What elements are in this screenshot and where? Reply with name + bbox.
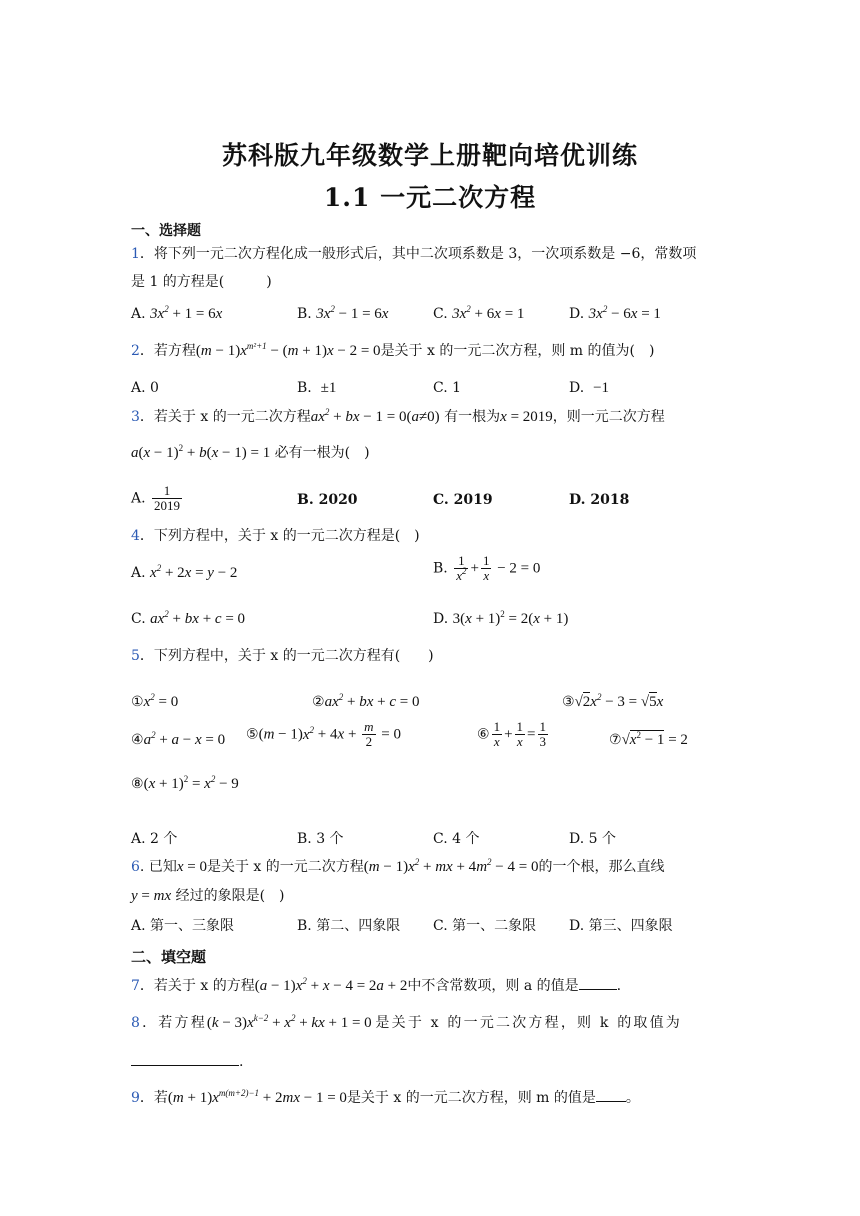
equation-item-7: $⑦√x^2 - 1 = 2$ <box>609 730 688 748</box>
option-c: C. $3x^2 + 6x = 1$ <box>433 304 525 322</box>
option-a: A. $3x^2 + 1 = 6x$ <box>131 304 223 322</box>
answer-blank[interactable] <box>131 1051 239 1066</box>
option-b: B. 第二、四象限 <box>297 918 401 934</box>
question-number: 4 <box>131 528 140 544</box>
page-title: 苏科版九年级数学上册靶向培优训练 <box>221 141 638 170</box>
question-number: 5 <box>131 648 140 664</box>
option-b: B. 2020 <box>297 492 358 508</box>
question-5: 5．下列方程中，关于 x 的一元二次方程有( ) <box>131 648 434 664</box>
question-number: 1 <box>131 246 140 262</box>
question-number: 3 <box>131 409 140 425</box>
option-d: D. −1 <box>569 380 610 396</box>
question-6: 6. 已知x = 0是关于 x 的一元二次方程$(m - 1)x^2$ + mx + $4m^2 - 4 = 0$的一个根，那么直线 <box>131 857 665 875</box>
section-choice-heading: 一、选择题 <box>131 223 201 239</box>
question-number: 8 <box>131 1015 143 1031</box>
question-4: 4．下列方程中，关于 x 的一元二次方程是( ) <box>131 528 420 544</box>
question-1 <box>131 244 696 264</box>
option-b: B. ±1 <box>297 380 337 396</box>
option-a: A. $\frac{1}{2019}$ <box>131 483 181 513</box>
equation-item-1: $①x^2 = 0$ <box>131 692 179 710</box>
option-c: C. 2019 <box>433 492 493 508</box>
option-c: C. 4 个 <box>433 831 480 847</box>
equation-item-4: $④a^2 + a - x = 0$ <box>131 730 226 748</box>
question-7: 7．若关于 x 的方程$(a - 1)x^2 + x - 4 = 2a + 2$中不含常数项，则 a 的值是 . <box>131 976 622 994</box>
equation-item-6: ⑥ $\frac{1}{x}$ + $\frac{1}{x}$ = $\frac{1}{3}$ <box>477 719 546 749</box>
option-d: D. 2018 <box>569 492 630 508</box>
question-1-cont: 是 1 的方程是( ) <box>131 274 272 290</box>
option-a: A. $x^2 + 2x = y - 2$ <box>131 563 238 581</box>
section-fill-heading: 二、填空题 <box>131 948 207 966</box>
option-d: D. $3(x + 1)^2 = 2(x + 1)$ <box>433 609 569 627</box>
answer-blank[interactable] <box>579 975 617 990</box>
answer-blank[interactable] <box>596 1087 626 1102</box>
page-subtitle: 1.1 一元二次方程 <box>323 183 537 212</box>
question-3: 3．若关于 x 的一元二次方程$ax^2$ + bx − 1 = 0(a≠0) 有一根为x = 2019，则一元二次方程 <box>131 407 665 425</box>
option-b: B. $3x^2 - 1 = 6x$ <box>297 304 389 322</box>
equation-item-2: $②ax^2$ + bx + c = 0 <box>312 692 420 710</box>
option-d: D. 第三、四象限 <box>569 918 673 934</box>
option-d: D. $3x^2 - 6x = 1$ <box>569 304 661 322</box>
option-a: A. 第一、三象限 <box>131 918 235 934</box>
option-c: C. 第一、二象限 <box>433 918 537 934</box>
equation-item-3: $③√2x^2 - 3 = √5x$ <box>562 692 664 710</box>
option-a: A. 0 <box>131 380 159 396</box>
question-text: ．将下列一元二次方程化成一般形式后，其中二次项系数是 3，一次项系数是 −6，常数项 <box>139 246 697 262</box>
question-8: 8．若方程$(k - 3)x^{k-2} + x^2$ + kx + 1 = 0 是关于 x 的一元二次方程，则 k 的取值为 <box>131 1013 683 1031</box>
question-2: 2．若方程$(m - 1)x^{m^2+1} - (m + 1)x - 2 = 0$是关于 x 的一元二次方程，则 m 的值为( ) <box>131 341 655 359</box>
question-8-cont: . <box>131 1051 243 1072</box>
question-number: 7 <box>131 978 140 994</box>
question-number: 6 <box>131 859 140 875</box>
question-3-cont: $a(x - 1)^2 + b(x - 1) = 1$ 必有一根为( ) <box>131 443 370 461</box>
option-b: B. 3 个 <box>297 831 344 847</box>
question-number: 2 <box>131 343 140 359</box>
option-b: B. $\frac{1}{x^2}$ + $\frac{1}{x}$ − 2 = 0 <box>433 553 541 583</box>
question-9: 9．若$(m + 1)x^{m(m+2)-1} + 2mx - 1 = 0$是关于 x 的一元二次方程，则 m 的值是 。 <box>131 1088 640 1106</box>
option-c: C. $ax^2$ + bx + c = 0 <box>131 609 246 627</box>
option-c: C. 1 <box>433 380 462 396</box>
question-number: 9 <box>131 1090 140 1106</box>
option-a: A. 2 个 <box>131 831 178 847</box>
option-d: D. 5 个 <box>569 831 616 847</box>
equation-item-5: ⑤(m − $1)x^2 + 4x$ + $\frac{m}{2}$ = 0 <box>246 719 402 749</box>
equation-item-8: ⑧(x + $1)^2 = x^2 - 9$ <box>131 774 239 792</box>
question-6-cont: y = mx 经过的象限是( ) <box>131 888 285 904</box>
